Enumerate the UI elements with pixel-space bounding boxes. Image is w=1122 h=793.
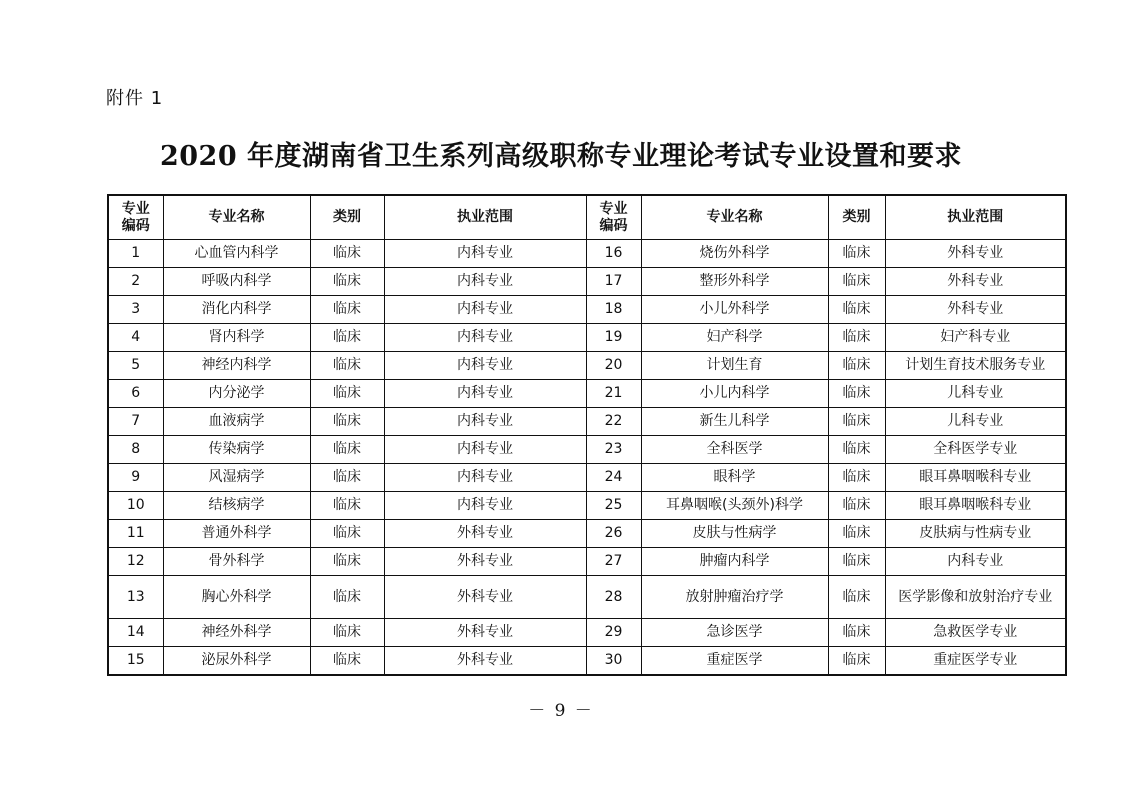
cell-left-scope: 内科专业	[384, 464, 586, 492]
cell-left-name: 骨外科学	[163, 548, 310, 576]
cell-right-scope: 全科医学专业	[885, 436, 1066, 464]
header-name-left: 专业名称	[163, 195, 310, 240]
cell-right-category: 临床	[828, 296, 885, 324]
cell-left-code: 10	[108, 492, 163, 520]
cell-left-code: 14	[108, 619, 163, 647]
table-row	[108, 576, 1066, 619]
cell-right-name: 眼科学	[641, 464, 828, 492]
cell-right-name: 重症医学	[641, 647, 828, 676]
cell-right-name: 肿瘤内科学	[641, 548, 828, 576]
cell-left-code: 1	[108, 240, 163, 268]
cell-right-scope: 外科专业	[885, 268, 1066, 296]
table-row	[108, 647, 1066, 676]
cell-right-name: 全科医学	[641, 436, 828, 464]
attachment-label: 附件 1	[106, 88, 164, 109]
cell-left-name: 结核病学	[163, 492, 310, 520]
cell-left-scope: 外科专业	[384, 520, 586, 548]
cell-right-scope: 儿科专业	[885, 408, 1066, 436]
table-body	[108, 240, 1066, 676]
cell-right-code: 23	[586, 436, 641, 464]
cell-left-name: 泌尿外科学	[163, 647, 310, 676]
cell-left-scope: 内科专业	[384, 296, 586, 324]
cell-right-code: 17	[586, 268, 641, 296]
table-row	[108, 268, 1066, 296]
cell-right-category: 临床	[828, 576, 885, 619]
cell-left-scope: 外科专业	[384, 619, 586, 647]
cell-right-scope: 皮肤病与性病专业	[885, 520, 1066, 548]
cell-left-category: 临床	[310, 268, 384, 296]
cell-left-code: 5	[108, 352, 163, 380]
cell-left-name: 心血管内科学	[163, 240, 310, 268]
cell-right-category: 临床	[828, 464, 885, 492]
page-number: － 9 －	[528, 701, 594, 721]
cell-right-code: 29	[586, 619, 641, 647]
header-code-left: 专业 编码	[108, 195, 163, 240]
cell-right-scope: 眼耳鼻咽喉科专业	[885, 492, 1066, 520]
cell-left-name: 内分泌学	[163, 380, 310, 408]
table-row	[108, 548, 1066, 576]
cell-left-name: 传染病学	[163, 436, 310, 464]
cell-right-name: 小儿外科学	[641, 296, 828, 324]
cell-left-code: 3	[108, 296, 163, 324]
table-row	[108, 380, 1066, 408]
cell-left-category: 临床	[310, 619, 384, 647]
cell-right-category: 临床	[828, 324, 885, 352]
cell-right-name: 小儿内科学	[641, 380, 828, 408]
cell-right-scope: 眼耳鼻咽喉科专业	[885, 464, 1066, 492]
cell-left-name: 神经内科学	[163, 352, 310, 380]
cell-left-code: 2	[108, 268, 163, 296]
specialty-table	[107, 194, 1067, 676]
cell-left-name: 呼吸内科学	[163, 268, 310, 296]
table-row	[108, 240, 1066, 268]
cell-right-name: 妇产科学	[641, 324, 828, 352]
cell-left-code: 7	[108, 408, 163, 436]
cell-right-category: 临床	[828, 408, 885, 436]
cell-left-scope: 内科专业	[384, 408, 586, 436]
cell-right-category: 临床	[828, 520, 885, 548]
table-header-row	[108, 195, 1066, 240]
header-category-right: 类别	[828, 195, 885, 240]
header-category-left: 类别	[310, 195, 384, 240]
cell-left-scope: 外科专业	[384, 548, 586, 576]
cell-left-category: 临床	[310, 647, 384, 676]
cell-left-code: 9	[108, 464, 163, 492]
table-row	[108, 436, 1066, 464]
cell-left-scope: 内科专业	[384, 492, 586, 520]
cell-left-code: 4	[108, 324, 163, 352]
cell-right-category: 临床	[828, 380, 885, 408]
header-code-right: 专业 编码	[586, 195, 641, 240]
cell-left-category: 临床	[310, 380, 384, 408]
cell-right-code: 24	[586, 464, 641, 492]
header-name-right: 专业名称	[641, 195, 828, 240]
cell-right-code: 22	[586, 408, 641, 436]
cell-right-code: 26	[586, 520, 641, 548]
table-row	[108, 492, 1066, 520]
cell-right-code: 27	[586, 548, 641, 576]
cell-right-name: 烧伤外科学	[641, 240, 828, 268]
cell-left-scope: 内科专业	[384, 436, 586, 464]
cell-left-code: 6	[108, 380, 163, 408]
cell-right-scope: 外科专业	[885, 296, 1066, 324]
cell-right-name: 计划生育	[641, 352, 828, 380]
cell-right-code: 18	[586, 296, 641, 324]
cell-left-category: 临床	[310, 436, 384, 464]
cell-left-category: 临床	[310, 464, 384, 492]
cell-right-code: 25	[586, 492, 641, 520]
cell-right-scope: 重症医学专业	[885, 647, 1066, 676]
cell-right-name: 放射肿瘤治疗学	[641, 576, 828, 619]
cell-left-name: 肾内科学	[163, 324, 310, 352]
cell-right-category: 临床	[828, 268, 885, 296]
cell-left-scope: 内科专业	[384, 380, 586, 408]
cell-left-name: 风湿病学	[163, 464, 310, 492]
cell-left-category: 临床	[310, 352, 384, 380]
cell-right-scope: 内科专业	[885, 548, 1066, 576]
cell-right-category: 临床	[828, 647, 885, 676]
cell-left-category: 临床	[310, 324, 384, 352]
cell-left-scope: 内科专业	[384, 324, 586, 352]
header-scope-right: 执业范围	[885, 195, 1066, 240]
cell-left-scope: 外科专业	[384, 576, 586, 619]
cell-left-scope: 外科专业	[384, 647, 586, 676]
cell-right-name: 整形外科学	[641, 268, 828, 296]
cell-left-category: 临床	[310, 492, 384, 520]
cell-left-scope: 内科专业	[384, 352, 586, 380]
cell-left-name: 血液病学	[163, 408, 310, 436]
cell-left-category: 临床	[310, 520, 384, 548]
cell-right-code: 30	[586, 647, 641, 676]
cell-right-category: 临床	[828, 436, 885, 464]
cell-left-category: 临床	[310, 240, 384, 268]
cell-right-category: 临床	[828, 619, 885, 647]
cell-left-code: 11	[108, 520, 163, 548]
page-title: 2020 年度湖南省卫生系列高级职称专业理论考试专业设置和要求	[159, 141, 963, 172]
cell-right-code: 19	[586, 324, 641, 352]
cell-right-scope: 儿科专业	[885, 380, 1066, 408]
cell-left-code: 8	[108, 436, 163, 464]
cell-left-category: 临床	[310, 548, 384, 576]
cell-right-category: 临床	[828, 240, 885, 268]
cell-right-name: 新生儿科学	[641, 408, 828, 436]
cell-left-name: 普通外科学	[163, 520, 310, 548]
cell-left-name: 神经外科学	[163, 619, 310, 647]
cell-right-category: 临床	[828, 548, 885, 576]
cell-right-code: 28	[586, 576, 641, 619]
cell-left-category: 临床	[310, 296, 384, 324]
cell-right-scope: 妇产科专业	[885, 324, 1066, 352]
table-row	[108, 464, 1066, 492]
cell-right-name: 皮肤与性病学	[641, 520, 828, 548]
table-row	[108, 408, 1066, 436]
cell-right-code: 21	[586, 380, 641, 408]
cell-left-category: 临床	[310, 408, 384, 436]
cell-left-category: 临床	[310, 576, 384, 619]
cell-left-code: 13	[108, 576, 163, 619]
cell-left-code: 12	[108, 548, 163, 576]
cell-left-scope: 内科专业	[384, 240, 586, 268]
cell-right-category: 临床	[828, 492, 885, 520]
cell-left-name: 胸心外科学	[163, 576, 310, 619]
table-row	[108, 296, 1066, 324]
table-row	[108, 352, 1066, 380]
cell-left-code: 15	[108, 647, 163, 676]
cell-right-scope: 计划生育技术服务专业	[885, 352, 1066, 380]
cell-right-name: 急诊医学	[641, 619, 828, 647]
table-row	[108, 324, 1066, 352]
cell-right-scope: 急救医学专业	[885, 619, 1066, 647]
table-row	[108, 619, 1066, 647]
header-scope-left: 执业范围	[384, 195, 586, 240]
cell-right-name: 耳鼻咽喉(头颈外)科学	[641, 492, 828, 520]
cell-right-scope: 医学影像和放射治疗专业	[885, 576, 1066, 619]
cell-right-scope: 外科专业	[885, 240, 1066, 268]
cell-right-code: 20	[586, 352, 641, 380]
cell-left-scope: 内科专业	[384, 268, 586, 296]
table-row	[108, 520, 1066, 548]
cell-right-code: 16	[586, 240, 641, 268]
cell-left-name: 消化内科学	[163, 296, 310, 324]
cell-right-category: 临床	[828, 352, 885, 380]
